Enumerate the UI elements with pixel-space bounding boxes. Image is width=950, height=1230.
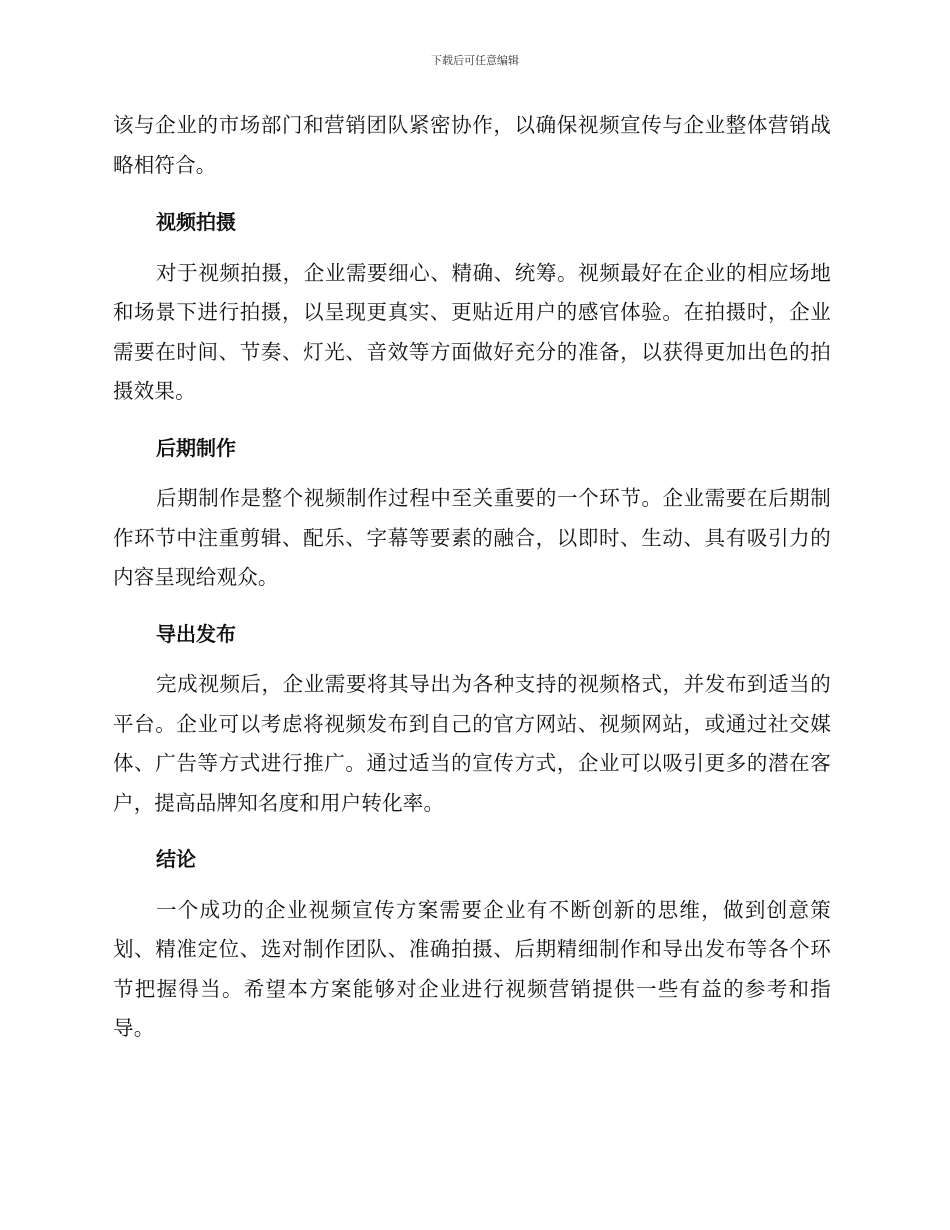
intro-paragraph: 该与企业的市场部门和营销团队紧密协作，以确保视频宣传与企业整体营销战略相符合。 (113, 113, 831, 177)
section-heading-conclusion: 结论 (156, 847, 196, 871)
section-heading-export-publish: 导出发布 (156, 621, 236, 646)
section-heading-shooting: 视频拍摄 (156, 210, 236, 234)
document-body (113, 106, 831, 1049)
page-header: 下载后可任意编辑 (431, 54, 519, 67)
section-body-export-publish: 完成视频后，企业需要将其导出为各种支持的视频格式，并发布到适当的平台。企业可以考虑将视频发布到自己的官方网站、视频网站，或通过社交媒体、广告等方式进行推广。通过适当的宣传方式，企业可以吸引更多的潜在客户，提高品牌知名度和用户转化率。 (113, 672, 831, 815)
section-body-conclusion: 一个成功的企业视频宣传方案需要企业有不断创新的思维，做到创意策划、精准定位、选对制作团队、准确拍摄、后期精细制作和导出发布等各个环节把握得当。希望本方案能够对企业进行视频营销提供一些有益的参考和指导。 (113, 897, 831, 1040)
section-heading-post-production: 后期制作 (156, 435, 236, 460)
section-body-shooting: 对于视频拍摄，企业需要细心、精确、统筹。视频最好在企业的相应场地和场景下进行拍摄，以呈现更真实、更贴近用户的感官体验。在拍摄时，企业需要在时间、节奏、灯光、音效等方面做好充分的准备，以获得更加出色的拍摄效果。 (113, 260, 831, 403)
section-body-post-production: 后期制作是整个视频制作过程中至关重要的一个环节。企业需要在后期制作环节中注重剪辑、配乐、字幕等要素的融合，以即时、生动、具有吸引力的内容呈现给观众。 (113, 486, 831, 589)
